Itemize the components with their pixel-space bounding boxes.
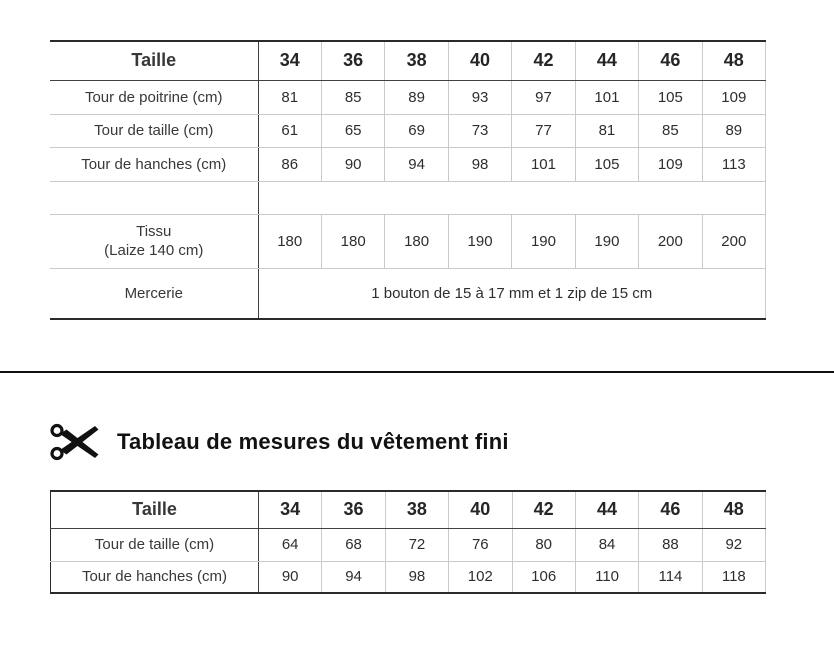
table-row	[51, 561, 766, 593]
value-cell: 68	[322, 528, 385, 561]
table-header-row	[51, 491, 766, 528]
value-cell: 69	[385, 114, 448, 147]
section-divider	[0, 371, 834, 373]
value-cell: 76	[449, 528, 512, 561]
value-cell: 110	[575, 561, 638, 593]
row-label: Mercerie	[50, 268, 258, 319]
size-header-cell: 38	[385, 491, 448, 528]
row-label: Tour de taille (cm)	[50, 114, 258, 147]
value-cell: 80	[512, 528, 575, 561]
value-cell: 65	[321, 114, 384, 147]
value-cell: 92	[702, 528, 765, 561]
size-header-label: Taille	[51, 491, 259, 528]
value-cell: 84	[575, 528, 638, 561]
fabric-label-line2: (Laize 140 cm)	[104, 242, 204, 259]
empty-merged-cell	[258, 181, 766, 214]
size-header-cell: 42	[512, 41, 575, 80]
value-cell: 200	[702, 214, 765, 268]
value-cell: 61	[258, 114, 321, 147]
row-label: Tour de taille (cm)	[51, 528, 259, 561]
value-cell: 85	[321, 80, 384, 114]
size-header-cell: 44	[575, 41, 638, 80]
size-header-cell: 40	[448, 41, 511, 80]
value-cell: 90	[259, 561, 322, 593]
fabric-requirements-table	[50, 40, 766, 320]
value-cell: 114	[639, 561, 702, 593]
value-cell: 118	[702, 561, 765, 593]
row-label: Tour de poitrine (cm)	[50, 80, 258, 114]
finished-garment-table	[50, 490, 766, 594]
size-header-cell: 36	[322, 491, 385, 528]
fabric-row	[50, 214, 766, 268]
value-cell: 109	[702, 80, 765, 114]
fabric-label-line1: Tissu	[136, 222, 172, 240]
value-cell: 94	[322, 561, 385, 593]
value-cell: 101	[575, 80, 638, 114]
size-header-cell: 36	[321, 41, 384, 80]
value-cell: 101	[512, 147, 575, 181]
value-cell: 180	[258, 214, 321, 268]
value-cell: 64	[259, 528, 322, 561]
value-cell: 88	[639, 528, 702, 561]
value-cell: 106	[512, 561, 575, 593]
size-header-cell: 48	[702, 491, 765, 528]
value-cell: 81	[575, 114, 638, 147]
value-cell: 180	[385, 214, 448, 268]
table-header-row	[50, 41, 766, 80]
size-header-cell: 40	[449, 491, 512, 528]
scissors-icon	[50, 422, 100, 462]
value-cell: 93	[448, 80, 511, 114]
value-cell: 72	[385, 528, 448, 561]
table-row	[51, 528, 766, 561]
spacer-row	[50, 181, 766, 214]
value-cell: 97	[512, 80, 575, 114]
value-cell: 89	[385, 80, 448, 114]
value-cell: 190	[448, 214, 511, 268]
size-header-cell: 46	[639, 491, 702, 528]
section-title: Tableau de mesures du vêtement fini	[117, 429, 509, 454]
table-row	[50, 80, 766, 114]
size-header-cell: 34	[258, 41, 321, 80]
notions-row	[50, 268, 766, 319]
value-cell: 105	[575, 147, 638, 181]
size-header-cell: 38	[385, 41, 448, 80]
size-header-label: Taille	[50, 41, 258, 80]
value-cell: 90	[321, 147, 384, 181]
size-header-cell: 48	[702, 41, 765, 80]
row-label: Tour de hanches (cm)	[50, 147, 258, 181]
value-cell: 98	[385, 561, 448, 593]
size-header-cell: 42	[512, 491, 575, 528]
finished-garment-section-header	[50, 419, 509, 465]
value-cell: 85	[639, 114, 702, 147]
value-cell: 73	[448, 114, 511, 147]
value-cell: 200	[639, 214, 702, 268]
notions-value-cell: 1 bouton de 15 à 17 mm et 1 zip de 15 cm	[258, 268, 766, 319]
value-cell: 94	[385, 147, 448, 181]
value-cell: 77	[512, 114, 575, 147]
size-header-cell: 46	[639, 41, 702, 80]
value-cell: 86	[258, 147, 321, 181]
empty-label-cell	[50, 181, 258, 214]
value-cell: 109	[639, 147, 702, 181]
value-cell: 180	[321, 214, 384, 268]
value-cell: 102	[449, 561, 512, 593]
row-label: Tour de hanches (cm)	[51, 561, 259, 593]
value-cell: 81	[258, 80, 321, 114]
value-cell: 113	[702, 147, 765, 181]
size-header-cell: 34	[259, 491, 322, 528]
row-label	[50, 214, 258, 268]
value-cell: 190	[512, 214, 575, 268]
value-cell: 190	[575, 214, 638, 268]
table-row	[50, 147, 766, 181]
value-cell: 89	[702, 114, 765, 147]
value-cell: 105	[639, 80, 702, 114]
size-header-cell: 44	[575, 491, 638, 528]
table-row	[50, 114, 766, 147]
value-cell: 98	[448, 147, 511, 181]
